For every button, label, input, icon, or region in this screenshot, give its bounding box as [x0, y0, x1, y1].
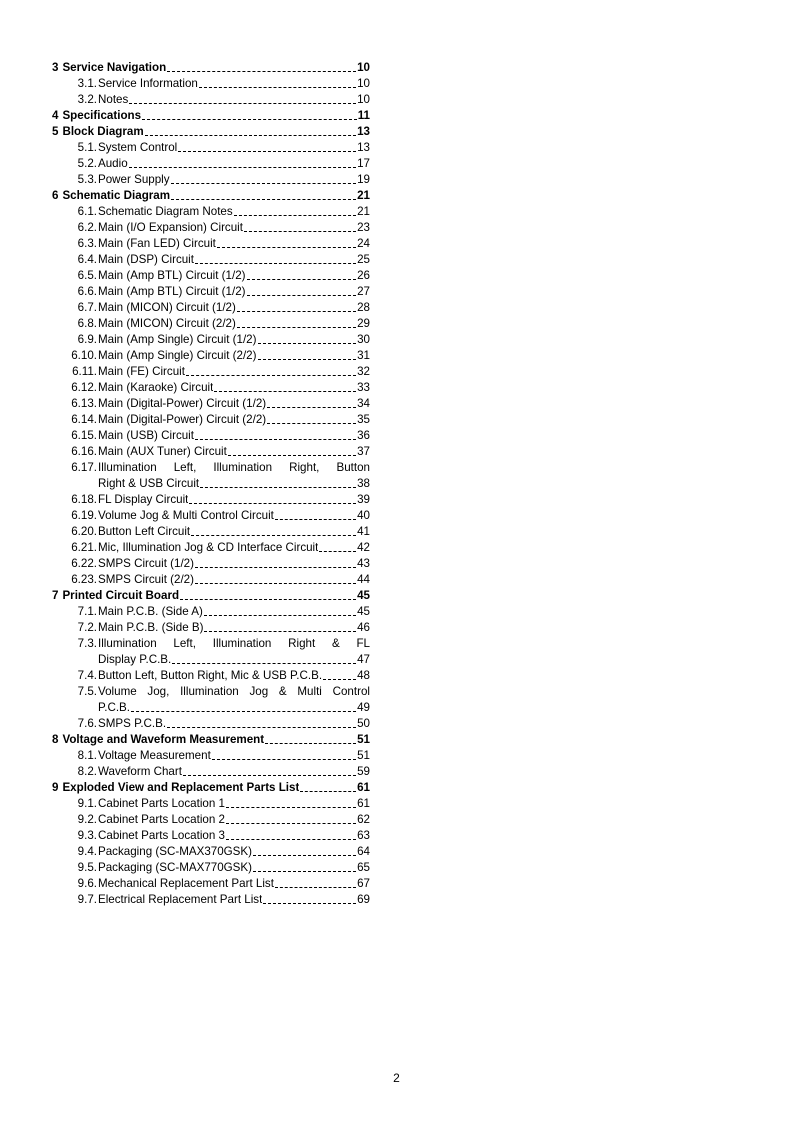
toc-entry-title-continued: Display P.C.B. — [98, 653, 172, 666]
toc-entry-title: Waveform Chart — [98, 765, 182, 778]
toc-entry[interactable] — [52, 460, 370, 492]
toc-entry-number: 6.11. — [72, 365, 97, 378]
toc-entry[interactable] — [52, 508, 370, 524]
toc-entry-number: 6 — [52, 189, 59, 202]
toc-entry-title-continued: Right & USB Circuit — [98, 477, 200, 490]
toc-entry-title: Illumination Left, Illumination Right, Button — [98, 461, 370, 474]
toc-entry[interactable] — [52, 860, 370, 876]
toc-entry-number: 7.3. — [77, 637, 97, 650]
toc-entry[interactable] — [52, 204, 370, 220]
toc-entry[interactable] — [52, 716, 370, 732]
page-number: 2 — [393, 1071, 400, 1085]
toc-entry-page: 11 — [357, 109, 370, 122]
toc-entry-title: Cabinet Parts Location 2 — [98, 813, 225, 826]
toc-entry-page: 50 — [357, 717, 370, 730]
toc-entry-title: Voltage Measurement — [98, 749, 211, 762]
dot-leader — [129, 103, 356, 104]
dot-leader — [171, 199, 356, 200]
toc-entry-page: 24 — [357, 237, 370, 250]
toc-entry-page: 38 — [357, 477, 370, 490]
toc-entry-number: 6.16. — [71, 445, 97, 458]
dot-leader — [172, 663, 356, 664]
toc-entry-page: 63 — [357, 829, 370, 842]
toc-entry-number: 7.2. — [77, 621, 97, 634]
toc-entry[interactable] — [52, 844, 370, 860]
toc-entry-number: 3.1. — [77, 77, 97, 90]
toc-entry-title: Specifications — [62, 109, 142, 122]
toc-entry-number: 7.6. — [77, 717, 97, 730]
toc-entry-title: Exploded View and Replacement Parts List — [62, 781, 300, 794]
toc-entry-page: 17 — [357, 157, 370, 170]
dot-leader — [167, 71, 356, 72]
toc-entry[interactable] — [52, 140, 370, 156]
toc-entry-title: Electrical Replacement Part List — [98, 893, 263, 906]
toc-entry-page: 45 — [357, 605, 370, 618]
toc-entry-title: Main (MICON) Circuit (2/2) — [98, 317, 236, 330]
toc-entry-number: 6.21. — [71, 541, 97, 554]
dot-leader — [183, 775, 356, 776]
toc-entry-number: 6.19. — [71, 509, 97, 522]
dot-leader — [200, 487, 356, 488]
toc-entry[interactable] — [52, 300, 370, 316]
toc-entry[interactable] — [52, 492, 370, 508]
toc-entry[interactable] — [52, 540, 370, 556]
toc-entry-page: 19 — [357, 173, 370, 186]
toc-entry-number: 9.5. — [77, 861, 97, 874]
toc-entry-page: 26 — [357, 269, 370, 282]
toc-entry-title: Mic, Illumination Jog & CD Interface Circuit — [98, 541, 319, 554]
toc-entry-page: 48 — [357, 669, 370, 682]
toc-entry-number: 9.4. — [77, 845, 97, 858]
toc-entry-number: 5 — [52, 125, 59, 138]
toc-entry[interactable] — [52, 572, 370, 588]
toc-entry-title: FL Display Circuit — [98, 493, 189, 506]
toc-entry-title: Mechanical Replacement Part List — [98, 877, 274, 890]
toc-entry-number: 8.1. — [77, 749, 97, 762]
toc-entry-page: 64 — [357, 845, 370, 858]
toc-entry-number: 5.3. — [77, 173, 97, 186]
toc-entry-number: 9.2. — [77, 813, 97, 826]
toc-entry-title: Main (Amp Single) Circuit (1/2) — [98, 333, 257, 346]
toc-entry-title: Cabinet Parts Location 1 — [98, 797, 225, 810]
toc-entry-number: 6.2. — [77, 221, 97, 234]
dot-leader — [253, 855, 356, 856]
toc-entry[interactable] — [52, 188, 370, 204]
toc-entry-title-continued: P.C.B. — [98, 701, 131, 714]
dot-leader — [186, 375, 356, 376]
toc-entry-title: Packaging (SC-MAX370GSK) — [98, 845, 253, 858]
dot-leader — [228, 455, 356, 456]
dot-leader — [234, 215, 356, 216]
dot-leader — [265, 743, 356, 744]
toc-entry[interactable] — [52, 796, 370, 812]
toc-entry-page: 32 — [357, 365, 370, 378]
dot-leader — [195, 263, 356, 264]
dot-leader — [323, 679, 356, 680]
toc-entry[interactable] — [52, 92, 370, 108]
toc-entry[interactable] — [52, 396, 370, 412]
toc-entry-title: Button Left, Button Right, Mic & USB P.C.B. — [98, 669, 323, 682]
toc-entry-page: 28 — [357, 301, 370, 314]
toc-entry[interactable] — [52, 732, 370, 748]
toc-entry[interactable] — [52, 780, 370, 796]
toc-entry-title: Volume Jog & Multi Control Circuit — [98, 509, 274, 522]
toc-entry-title: SMPS Circuit (1/2) — [98, 557, 194, 570]
toc-entry[interactable] — [52, 684, 370, 716]
toc-entry-number: 5.2. — [77, 157, 97, 170]
dot-leader — [258, 359, 357, 360]
dot-leader — [178, 151, 356, 152]
dot-leader — [131, 711, 356, 712]
table-of-contents — [52, 60, 370, 908]
toc-entry-title: Main (DSP) Circuit — [98, 253, 194, 266]
toc-entry-title: Illumination Left, Illumination Right & FL — [98, 637, 370, 650]
toc-entry-number: 6.7. — [77, 301, 97, 314]
toc-entry-title: Main P.C.B. (Side A) — [98, 605, 203, 618]
toc-entry-title: Voltage and Waveform Measurement — [62, 733, 265, 746]
toc-entry[interactable] — [52, 764, 370, 780]
toc-entry[interactable] — [52, 172, 370, 188]
toc-entry[interactable] — [52, 364, 370, 380]
toc-entry[interactable] — [52, 252, 370, 268]
toc-entry-title: Service Information — [98, 77, 198, 90]
toc-entry-page: 69 — [357, 893, 370, 906]
dot-leader — [267, 423, 356, 424]
toc-entry-page: 10 — [357, 61, 370, 74]
toc-entry-number: 9.3. — [77, 829, 97, 842]
dot-leader — [189, 503, 356, 504]
toc-entry-number: 6.8. — [77, 317, 97, 330]
toc-entry[interactable] — [52, 268, 370, 284]
toc-entry-number: 9 — [52, 781, 59, 794]
toc-entry-title: Main (FE) Circuit — [98, 365, 185, 378]
toc-entry-number: 7 — [52, 589, 59, 602]
toc-entry-number: 5.1. — [77, 141, 97, 154]
toc-entry-page: 61 — [357, 781, 370, 794]
toc-entry-title: Main (Digital-Power) Circuit (1/2) — [98, 397, 267, 410]
toc-entry-page: 31 — [357, 349, 370, 362]
dot-leader — [214, 391, 356, 392]
toc-entry[interactable] — [52, 220, 370, 236]
toc-entry-page: 13 — [357, 141, 370, 154]
toc-entry-title: System Control — [98, 141, 178, 154]
toc-entry[interactable] — [52, 828, 370, 844]
toc-entry[interactable] — [52, 620, 370, 636]
toc-entry-page: 43 — [357, 557, 370, 570]
dot-leader — [237, 311, 356, 312]
toc-entry[interactable] — [52, 60, 370, 76]
toc-entry-title: Cabinet Parts Location 3 — [98, 829, 225, 842]
dot-leader — [244, 231, 356, 232]
toc-entry-page: 41 — [357, 525, 370, 538]
toc-entry[interactable] — [52, 444, 370, 460]
toc-entry-title: Main (MICON) Circuit (1/2) — [98, 301, 236, 314]
toc-entry-page: 13 — [357, 125, 370, 138]
toc-entry[interactable] — [52, 524, 370, 540]
toc-entry-page: 21 — [357, 205, 370, 218]
toc-entry[interactable] — [52, 76, 370, 92]
toc-entry-title: Main (Digital-Power) Circuit (2/2) — [98, 413, 267, 426]
toc-entry-number: 6.3. — [77, 237, 97, 250]
toc-entry-title: Main (I/O Expansion) Circuit — [98, 221, 243, 234]
dot-leader — [199, 87, 356, 88]
toc-entry-number: 6.1. — [77, 205, 97, 218]
toc-entry-page: 25 — [357, 253, 370, 266]
toc-entry-title: Main (AUX Tuner) Circuit — [98, 445, 227, 458]
toc-entry-title: Main P.C.B. (Side B) — [98, 621, 204, 634]
dot-leader — [171, 183, 357, 184]
dot-leader — [195, 583, 356, 584]
toc-entry[interactable] — [52, 380, 370, 396]
toc-entry-page: 39 — [357, 493, 370, 506]
dot-leader — [191, 535, 356, 536]
toc-entry-title: Main (Amp BTL) Circuit (1/2) — [98, 285, 246, 298]
toc-entry-title: Printed Circuit Board — [62, 589, 180, 602]
toc-entry-number: 6.23. — [71, 573, 97, 586]
toc-entry[interactable] — [52, 588, 370, 604]
toc-entry-number: 6.4. — [77, 253, 97, 266]
toc-entry-number: 6.13. — [71, 397, 97, 410]
toc-entry-page: 29 — [357, 317, 370, 330]
toc-entry-page: 46 — [357, 621, 370, 634]
toc-entry[interactable] — [52, 108, 370, 124]
toc-entry[interactable] — [52, 636, 370, 668]
toc-entry-number: 3.2. — [77, 93, 97, 106]
dot-leader — [195, 567, 356, 568]
toc-entry-page: 10 — [357, 77, 370, 90]
toc-entry[interactable] — [52, 668, 370, 684]
toc-entry-page: 44 — [357, 573, 370, 586]
toc-entry-page: 47 — [357, 653, 370, 666]
toc-entry-title: Schematic Diagram — [62, 189, 171, 202]
dot-leader — [226, 807, 356, 808]
toc-entry-number: 7.1. — [77, 605, 97, 618]
toc-entry[interactable] — [52, 876, 370, 892]
dot-leader — [300, 791, 356, 792]
toc-entry-page: 42 — [357, 541, 370, 554]
dot-leader — [226, 839, 356, 840]
toc-entry-number: 7.5. — [77, 685, 97, 698]
toc-entry[interactable] — [52, 156, 370, 172]
toc-entry-page: 51 — [357, 733, 370, 746]
dot-leader — [180, 599, 356, 600]
dot-leader — [212, 759, 356, 760]
dot-leader — [167, 727, 356, 728]
toc-entry[interactable] — [52, 556, 370, 572]
toc-entry-title: Packaging (SC-MAX770GSK) — [98, 861, 253, 874]
toc-entry-number: 6.12. — [71, 381, 97, 394]
toc-entry-page: 27 — [357, 285, 370, 298]
toc-entry[interactable] — [52, 124, 370, 140]
toc-entry-number: 6.14. — [71, 413, 97, 426]
toc-entry-number: 3 — [52, 61, 59, 74]
dot-leader — [195, 439, 356, 440]
dot-leader — [204, 631, 356, 632]
toc-entry-number: 7.4. — [77, 669, 97, 682]
toc-entry-title: Volume Jog, Illumination Jog & Multi Control — [98, 685, 370, 698]
toc-entry[interactable] — [52, 236, 370, 252]
toc-entry-number: 9.6. — [77, 877, 97, 890]
toc-entry-page: 21 — [357, 189, 370, 202]
toc-entry[interactable] — [52, 748, 370, 764]
toc-entry-title: SMPS P.C.B. — [98, 717, 167, 730]
toc-entry[interactable] — [52, 332, 370, 348]
toc-entry-page: 51 — [357, 749, 370, 762]
toc-entry-page: 40 — [357, 509, 370, 522]
dot-leader — [275, 519, 356, 520]
toc-entry-title: Main (Amp BTL) Circuit (1/2) — [98, 269, 246, 282]
toc-entry-title: Main (USB) Circuit — [98, 429, 194, 442]
toc-entry-title: Schematic Diagram Notes — [98, 205, 233, 218]
toc-entry[interactable] — [52, 316, 370, 332]
toc-entry-number: 6.22. — [71, 557, 97, 570]
toc-entry-number: 6.20. — [71, 525, 97, 538]
dot-leader — [247, 279, 357, 280]
toc-entry-number: 6.5. — [77, 269, 97, 282]
dot-leader — [226, 823, 356, 824]
toc-entry-page: 35 — [357, 413, 370, 426]
toc-entry-number: 9.7. — [77, 893, 97, 906]
dot-leader — [253, 871, 356, 872]
toc-entry[interactable] — [52, 428, 370, 444]
toc-entry[interactable] — [52, 604, 370, 620]
toc-entry-page: 65 — [357, 861, 370, 874]
toc-entry-page: 30 — [357, 333, 370, 346]
toc-entry[interactable] — [52, 892, 370, 908]
toc-entry-page: 62 — [357, 813, 370, 826]
dot-leader — [319, 551, 356, 552]
toc-entry-number: 6.18. — [71, 493, 97, 506]
dot-leader — [275, 887, 356, 888]
toc-entry-number: 9.1. — [77, 797, 97, 810]
dot-leader — [258, 343, 357, 344]
toc-entry-title: Service Navigation — [62, 61, 167, 74]
dot-leader — [263, 903, 356, 904]
toc-entry-number: 8 — [52, 733, 59, 746]
dot-leader — [217, 247, 356, 248]
toc-entry-number: 6.17. — [71, 461, 97, 474]
toc-entry-page: 59 — [357, 765, 370, 778]
dot-leader — [267, 407, 356, 408]
toc-entry-title: Main (Amp Single) Circuit (2/2) — [98, 349, 257, 362]
toc-entry-title: Main (Fan LED) Circuit — [98, 237, 216, 250]
dot-leader — [237, 327, 356, 328]
dot-leader — [142, 119, 357, 120]
toc-entry-page: 10 — [357, 93, 370, 106]
toc-entry-page: 49 — [357, 701, 370, 714]
toc-entry-title: Power Supply — [98, 173, 170, 186]
toc-entry[interactable] — [52, 348, 370, 364]
toc-entry-title: Button Left Circuit — [98, 525, 191, 538]
toc-entry-page: 34 — [357, 397, 370, 410]
toc-entry-number: 6.15. — [71, 429, 97, 442]
toc-entry-number: 8.2. — [77, 765, 97, 778]
toc-entry-title: Block Diagram — [62, 125, 144, 138]
toc-entry[interactable] — [52, 412, 370, 428]
toc-entry-page: 36 — [357, 429, 370, 442]
toc-entry[interactable] — [52, 284, 370, 300]
toc-entry-page: 45 — [357, 589, 370, 602]
toc-entry[interactable] — [52, 812, 370, 828]
dot-leader — [204, 615, 356, 616]
toc-entry-page: 33 — [357, 381, 370, 394]
dot-leader — [145, 135, 356, 136]
dot-leader — [129, 167, 356, 168]
toc-entry-page: 37 — [357, 445, 370, 458]
toc-entry-page: 67 — [357, 877, 370, 890]
toc-entry-number: 6.6. — [77, 285, 97, 298]
toc-entry-title: SMPS Circuit (2/2) — [98, 573, 194, 586]
toc-entry-number: 4 — [52, 109, 59, 122]
toc-entry-title: Notes — [98, 93, 129, 106]
toc-entry-title: Audio — [98, 157, 128, 170]
dot-leader — [247, 295, 357, 296]
toc-entry-page: 23 — [357, 221, 370, 234]
toc-entry-title: Main (Karaoke) Circuit — [98, 381, 214, 394]
toc-entry-page: 61 — [357, 797, 370, 810]
toc-entry-number: 6.10. — [71, 349, 97, 362]
toc-entry-number: 6.9. — [77, 333, 97, 346]
